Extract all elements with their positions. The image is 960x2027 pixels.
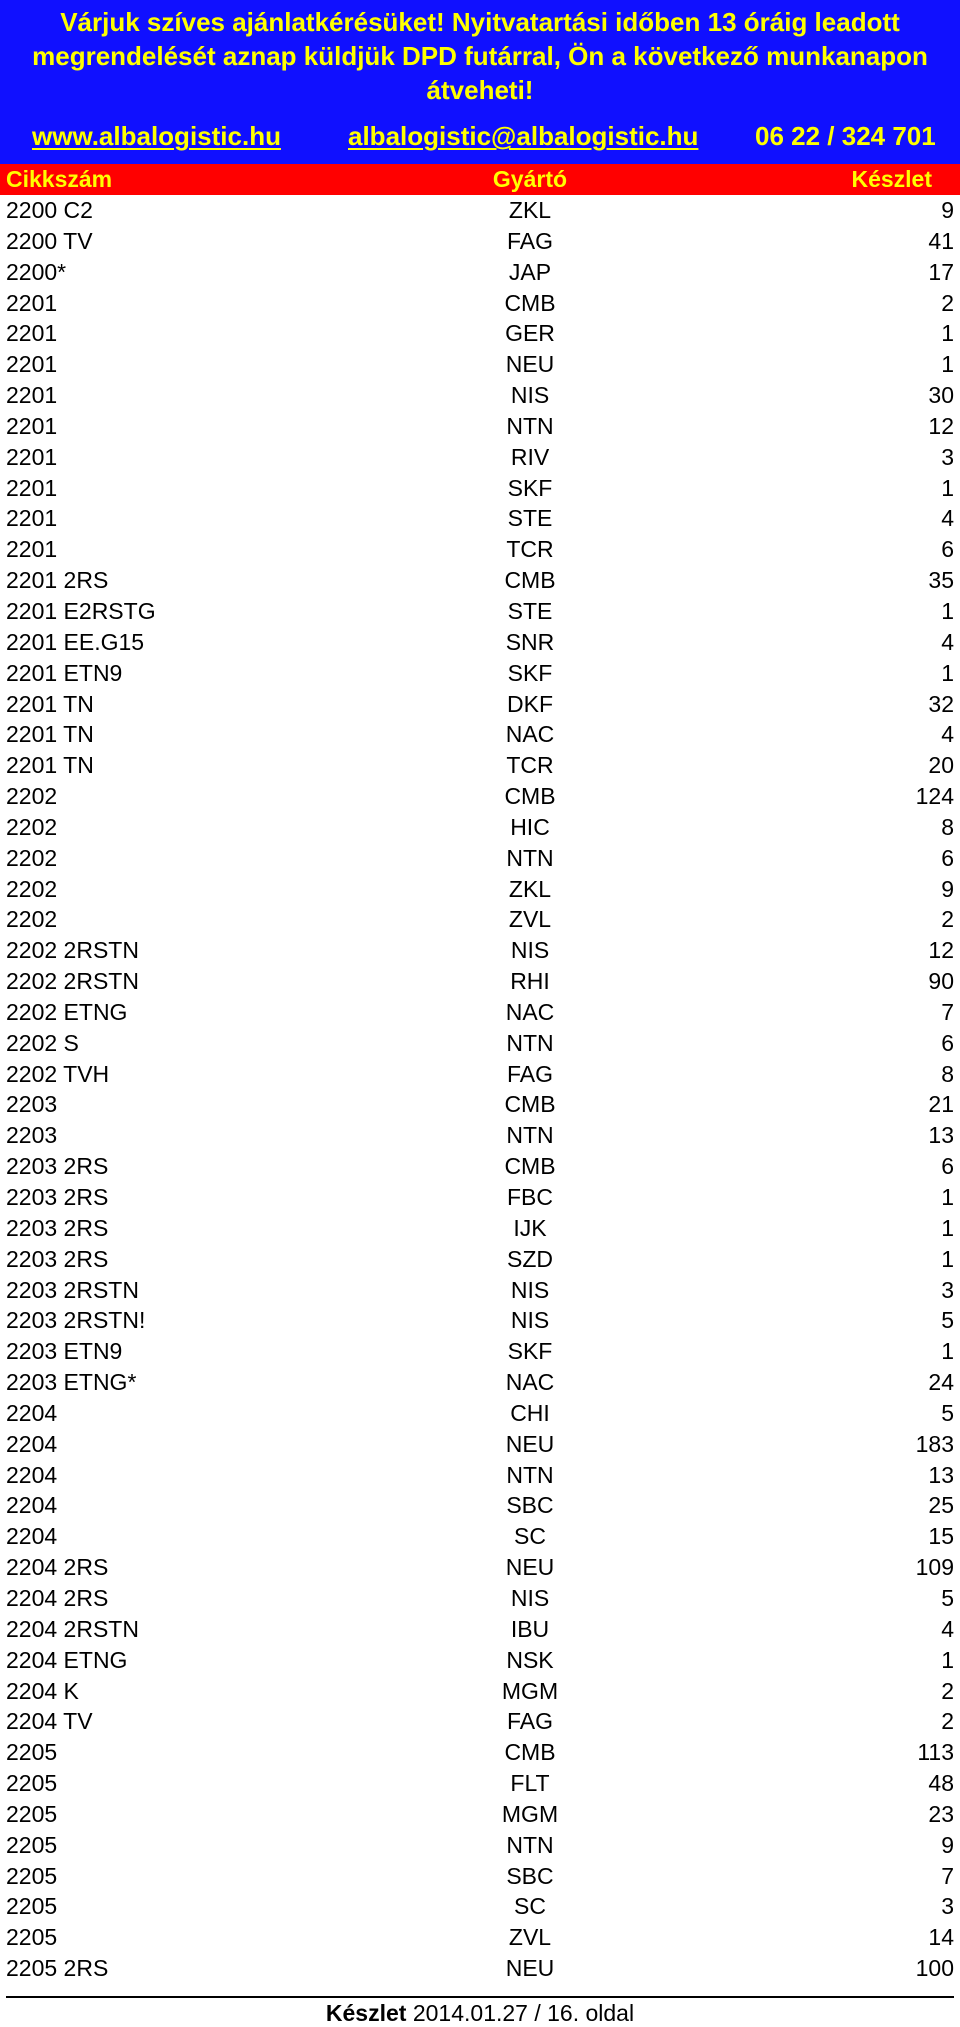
- cell-manufacturer: SKF: [507, 659, 553, 686]
- cell-manufacturer: MGM: [501, 1677, 559, 1704]
- cell-stock: 113: [917, 1739, 954, 1766]
- cell-manufacturer: NEU: [505, 1955, 555, 1982]
- table-row: [0, 1830, 960, 1861]
- cell-stock: 90: [928, 968, 954, 995]
- cell-item-number: 2201: [6, 351, 58, 378]
- column-header-manufacturer: Gyártó: [492, 166, 568, 192]
- cell-stock: 2: [941, 1677, 954, 1704]
- cell-item-number: 2201 TN: [6, 721, 94, 748]
- cell-manufacturer: SBC: [506, 1862, 554, 1889]
- cell-manufacturer: NTN: [506, 1029, 554, 1056]
- cell-manufacturer: CMB: [504, 783, 556, 810]
- cell-stock: 1: [941, 1646, 954, 1673]
- cell-stock: 109: [915, 1554, 954, 1581]
- cell-stock: 7: [941, 1862, 954, 1889]
- cell-manufacturer: NEU: [505, 351, 555, 378]
- cell-stock: 32: [928, 690, 954, 717]
- table-row: [0, 226, 960, 257]
- cell-stock: 8: [941, 813, 954, 840]
- cell-manufacturer: ZVL: [508, 906, 552, 933]
- cell-stock: 13: [928, 1122, 954, 1149]
- table-header: [0, 164, 960, 195]
- cell-stock: 3: [941, 443, 954, 470]
- cell-item-number: 2204 ETNG: [6, 1646, 128, 1673]
- cell-manufacturer: JAP: [508, 258, 552, 285]
- cell-stock: 1: [941, 1245, 954, 1272]
- cell-manufacturer: IJK: [513, 1214, 547, 1241]
- info-banner: [0, 0, 960, 164]
- cell-manufacturer: STE: [507, 505, 553, 532]
- table-row: [0, 1460, 960, 1491]
- cell-stock: 2: [941, 906, 954, 933]
- banner-line-2: megrendelését aznap küldjük DPD futárral, Ön a következő munkanapon: [32, 41, 928, 71]
- cell-manufacturer: NAC: [505, 721, 555, 748]
- table-row: [0, 473, 960, 504]
- table-row: [0, 1768, 960, 1799]
- cell-manufacturer: SBC: [506, 1492, 554, 1519]
- cell-manufacturer: FAG: [506, 1060, 553, 1087]
- cell-item-number: 2201: [6, 443, 58, 470]
- cell-manufacturer: NTN: [506, 1122, 554, 1149]
- cell-manufacturer: NIS: [510, 937, 550, 964]
- table-row: [0, 1799, 960, 1830]
- cell-manufacturer: NIS: [510, 1307, 550, 1334]
- cell-item-number: 2203 2RSTN!: [6, 1307, 146, 1334]
- cell-item-number: 2203 2RS: [6, 1153, 109, 1180]
- table-row: [0, 689, 960, 720]
- table-row: [0, 874, 960, 905]
- cell-item-number: 2204: [6, 1430, 58, 1457]
- cell-item-number: 2202: [6, 844, 58, 871]
- cell-item-number: 2205: [6, 1893, 58, 1920]
- cell-manufacturer: FLT: [510, 1770, 550, 1797]
- table-row: [0, 627, 960, 658]
- footer-date-page: 2014.01.27 / 16. oldal: [412, 2000, 635, 2026]
- table-row: [0, 1861, 960, 1892]
- table-row: [0, 1398, 960, 1429]
- table-row: [0, 904, 960, 935]
- cell-item-number: 2204 2RSTN: [6, 1615, 139, 1642]
- table-row: [0, 503, 960, 534]
- table-row: [0, 1922, 960, 1953]
- cell-item-number: 2202: [6, 813, 58, 840]
- cell-manufacturer: HIC: [510, 813, 550, 840]
- cell-item-number: 2201: [6, 505, 58, 532]
- cell-item-number: 2205 2RS: [6, 1955, 109, 1982]
- cell-stock: 6: [941, 1029, 954, 1056]
- cell-item-number: 2205: [6, 1862, 58, 1889]
- table-row: [0, 997, 960, 1028]
- cell-stock: 1: [941, 320, 954, 347]
- cell-manufacturer: SNR: [505, 628, 555, 655]
- cell-stock: 1: [941, 351, 954, 378]
- cell-manufacturer: GER: [505, 320, 555, 347]
- cell-item-number: 2205: [6, 1800, 58, 1827]
- table-row: [0, 966, 960, 997]
- cell-stock: 17: [928, 258, 954, 285]
- stock-table-body: [0, 195, 960, 1984]
- table-row: [0, 1676, 960, 1707]
- table-row: [0, 1059, 960, 1090]
- cell-manufacturer: CMB: [504, 1153, 556, 1180]
- cell-item-number: 2202 2RSTN: [6, 937, 139, 964]
- cell-stock: 1: [941, 1214, 954, 1241]
- cell-item-number: 2203 ETNG*: [6, 1369, 137, 1396]
- banner-line-1: Várjuk szíves ajánlatkérésüket! Nyitvatartási időben 13 óráig leadott: [60, 7, 900, 37]
- cell-manufacturer: ZKL: [508, 197, 552, 223]
- cell-item-number: 2202 S: [6, 1029, 79, 1056]
- cell-manufacturer: NTN: [506, 844, 554, 871]
- cell-manufacturer: NEU: [505, 1554, 555, 1581]
- cell-manufacturer: IBU: [510, 1615, 550, 1642]
- website-link[interactable]: www.albalogistic.hu: [32, 121, 281, 151]
- cell-stock: 3: [941, 1276, 954, 1303]
- banner-line-3: átveheti!: [426, 75, 534, 105]
- cell-item-number: 2202 TVH: [6, 1060, 110, 1087]
- table-row: [0, 1213, 960, 1244]
- cell-manufacturer: NEU: [505, 1430, 555, 1457]
- table-row: [0, 750, 960, 781]
- cell-item-number: 2205: [6, 1831, 58, 1858]
- cell-stock: 6: [941, 1153, 954, 1180]
- cell-stock: 4: [941, 505, 954, 532]
- cell-manufacturer: MGM: [501, 1800, 559, 1827]
- cell-manufacturer: NIS: [510, 1584, 550, 1611]
- cell-stock: 4: [941, 628, 954, 655]
- table-row: [0, 1614, 960, 1645]
- cell-manufacturer: ZVL: [508, 1924, 552, 1951]
- cell-manufacturer: DKF: [507, 690, 553, 717]
- cell-stock: 6: [941, 844, 954, 871]
- table-row: [0, 1367, 960, 1398]
- cell-item-number: 2203 2RS: [6, 1214, 109, 1241]
- table-row: [0, 1521, 960, 1552]
- cell-stock: 15: [928, 1523, 954, 1550]
- table-row: [0, 1120, 960, 1151]
- cell-manufacturer: SKF: [507, 1338, 553, 1365]
- table-row: [0, 1244, 960, 1275]
- cell-manufacturer: NTN: [506, 1831, 554, 1858]
- cell-manufacturer: CMB: [504, 1091, 556, 1118]
- cell-stock: 9: [941, 1831, 954, 1858]
- table-row: [0, 719, 960, 750]
- phone-number: 06 22 / 324 701: [755, 121, 936, 151]
- table-row: [0, 1151, 960, 1182]
- cell-item-number: 2203: [6, 1122, 58, 1149]
- table-row: [0, 349, 960, 380]
- cell-stock: 14: [928, 1924, 954, 1951]
- cell-stock: 183: [915, 1430, 954, 1457]
- cell-stock: 100: [915, 1955, 954, 1982]
- cell-item-number: 2200*: [6, 258, 67, 285]
- cell-stock: 48: [928, 1770, 954, 1797]
- footer-divider: [6, 1996, 954, 1998]
- table-row: [0, 1490, 960, 1521]
- cell-item-number: 2201: [6, 474, 58, 501]
- cell-manufacturer: RHI: [510, 968, 550, 995]
- cell-manufacturer: ZKL: [508, 875, 552, 902]
- cell-manufacturer: CMB: [504, 1739, 556, 1766]
- cell-item-number: 2201 ETN9: [6, 659, 123, 686]
- cell-stock: 23: [928, 1800, 954, 1827]
- cell-item-number: 2203 ETN9: [6, 1338, 123, 1365]
- cell-item-number: 2204 K: [6, 1677, 79, 1704]
- cell-manufacturer: SC: [514, 1523, 546, 1550]
- cell-stock: 24: [928, 1369, 954, 1396]
- cell-item-number: 2201 TN: [6, 690, 94, 717]
- cell-manufacturer: SZD: [507, 1245, 553, 1272]
- table-row: [0, 843, 960, 874]
- table-row: [0, 380, 960, 411]
- cell-stock: 30: [928, 382, 954, 409]
- cell-stock: 6: [941, 536, 954, 563]
- cell-stock: 4: [941, 1615, 954, 1642]
- email-link[interactable]: albalogistic@albalogistic.hu: [348, 121, 699, 151]
- cell-stock: 1: [941, 1184, 954, 1210]
- cell-manufacturer: FAG: [506, 227, 553, 254]
- cell-item-number: 2201 EE.G15: [6, 628, 145, 655]
- table-row: [0, 1182, 960, 1213]
- cell-stock: 13: [928, 1461, 954, 1488]
- cell-manufacturer: NAC: [505, 1369, 555, 1396]
- cell-stock: 1: [941, 1338, 954, 1365]
- cell-item-number: 2201 E2RSTG: [6, 597, 156, 624]
- cell-item-number: 2201 2RS: [6, 567, 109, 594]
- cell-stock: 5: [941, 1584, 954, 1611]
- cell-manufacturer: FAG: [506, 1708, 553, 1735]
- table-row: [0, 596, 960, 627]
- cell-manufacturer: TCR: [506, 752, 554, 779]
- cell-stock: 12: [928, 937, 954, 964]
- table-row: [0, 534, 960, 565]
- cell-manufacturer: NIS: [510, 1276, 550, 1303]
- cell-stock: 1: [941, 659, 954, 686]
- cell-item-number: 2204: [6, 1492, 58, 1519]
- cell-item-number: 2202 ETNG: [6, 998, 128, 1025]
- cell-manufacturer: SKF: [507, 474, 553, 501]
- cell-manufacturer: NTN: [506, 412, 554, 439]
- cell-item-number: 2204 TV: [6, 1708, 93, 1735]
- cell-item-number: 2201: [6, 382, 58, 409]
- cell-item-number: 2204 2RS: [6, 1554, 109, 1581]
- table-row: [0, 1552, 960, 1583]
- table-row: [0, 1583, 960, 1614]
- table-row: [0, 1275, 960, 1306]
- cell-manufacturer: CMB: [504, 567, 556, 594]
- cell-manufacturer: RIV: [510, 443, 550, 470]
- cell-stock: 25: [928, 1492, 954, 1519]
- table-row: [0, 1891, 960, 1922]
- cell-stock: 12: [928, 412, 954, 439]
- cell-stock: 5: [941, 1307, 954, 1334]
- table-row: [0, 1706, 960, 1737]
- table-row: [0, 318, 960, 349]
- cell-item-number: 2202: [6, 783, 58, 810]
- cell-stock: 5: [941, 1399, 954, 1426]
- cell-item-number: 2200 TV: [6, 227, 93, 254]
- cell-item-number: 2202: [6, 906, 58, 933]
- cell-stock: 2: [941, 289, 954, 316]
- cell-manufacturer: CHI: [510, 1399, 550, 1426]
- table-row: [0, 1028, 960, 1059]
- cell-item-number: 2204: [6, 1523, 58, 1550]
- table-row: [0, 658, 960, 689]
- cell-manufacturer: TCR: [506, 536, 554, 563]
- cell-item-number: 2204: [6, 1399, 58, 1426]
- table-row: [0, 781, 960, 812]
- cell-item-number: 2201: [6, 289, 58, 316]
- cell-manufacturer: SC: [514, 1893, 546, 1920]
- table-row: [0, 1645, 960, 1676]
- cell-stock: 2: [941, 1708, 954, 1735]
- table-row: [0, 257, 960, 288]
- cell-stock: 7: [941, 998, 954, 1025]
- cell-item-number: 2205: [6, 1770, 58, 1797]
- cell-stock: 124: [915, 783, 954, 810]
- cell-item-number: 2203 2RSTN: [6, 1276, 139, 1303]
- cell-item-number: 2205: [6, 1924, 58, 1951]
- cell-item-number: 2201 TN: [6, 752, 94, 779]
- cell-manufacturer: NSK: [506, 1646, 554, 1673]
- table-row: [0, 288, 960, 319]
- table-row: [0, 1336, 960, 1367]
- table-row: [0, 1089, 960, 1120]
- table-row: [0, 411, 960, 442]
- cell-manufacturer: NIS: [510, 382, 550, 409]
- cell-stock: 3: [941, 1893, 954, 1920]
- cell-stock: 35: [928, 567, 954, 594]
- cell-manufacturer: FBC: [507, 1184, 553, 1210]
- cell-item-number: 2203: [6, 1091, 58, 1118]
- cell-item-number: 2204: [6, 1461, 58, 1488]
- cell-stock: 1: [941, 474, 954, 501]
- cell-item-number: 2203 2RS: [6, 1184, 109, 1210]
- cell-item-number: 2205: [6, 1739, 58, 1766]
- table-row: [0, 1953, 960, 1984]
- cell-manufacturer: STE: [507, 597, 553, 624]
- cell-item-number: 2202 2RSTN: [6, 968, 139, 995]
- table-row: [0, 812, 960, 843]
- cell-stock: 41: [928, 227, 954, 254]
- table-row: [0, 935, 960, 966]
- column-header-item-number: Cikkszám: [6, 166, 113, 192]
- cell-stock: 8: [941, 1060, 954, 1087]
- table-row: [0, 1737, 960, 1768]
- cell-stock: 4: [941, 721, 954, 748]
- table-row: [0, 442, 960, 473]
- cell-manufacturer: CMB: [504, 289, 556, 316]
- table-row: [0, 1429, 960, 1460]
- cell-item-number: 2201: [6, 536, 58, 563]
- cell-item-number: 2202: [6, 875, 58, 902]
- cell-stock: 21: [928, 1091, 954, 1118]
- cell-stock: 20: [928, 752, 954, 779]
- cell-item-number: 2203 2RS: [6, 1245, 109, 1272]
- table-row: [0, 195, 960, 226]
- cell-item-number: 2201: [6, 412, 58, 439]
- table-row: [0, 1305, 960, 1336]
- cell-stock: 1: [941, 597, 954, 624]
- footer-label: Készlet: [325, 2000, 407, 2026]
- cell-item-number: 2201: [6, 320, 58, 347]
- cell-item-number: 2200 C2: [6, 197, 93, 223]
- column-header-stock: Készlet: [851, 166, 932, 192]
- table-row: [0, 565, 960, 596]
- cell-manufacturer: NTN: [506, 1461, 554, 1488]
- cell-stock: 9: [941, 197, 954, 223]
- cell-stock: 9: [941, 875, 954, 902]
- page-footer: [0, 2000, 960, 2027]
- cell-item-number: 2204 2RS: [6, 1584, 109, 1611]
- cell-manufacturer: NAC: [505, 998, 555, 1025]
